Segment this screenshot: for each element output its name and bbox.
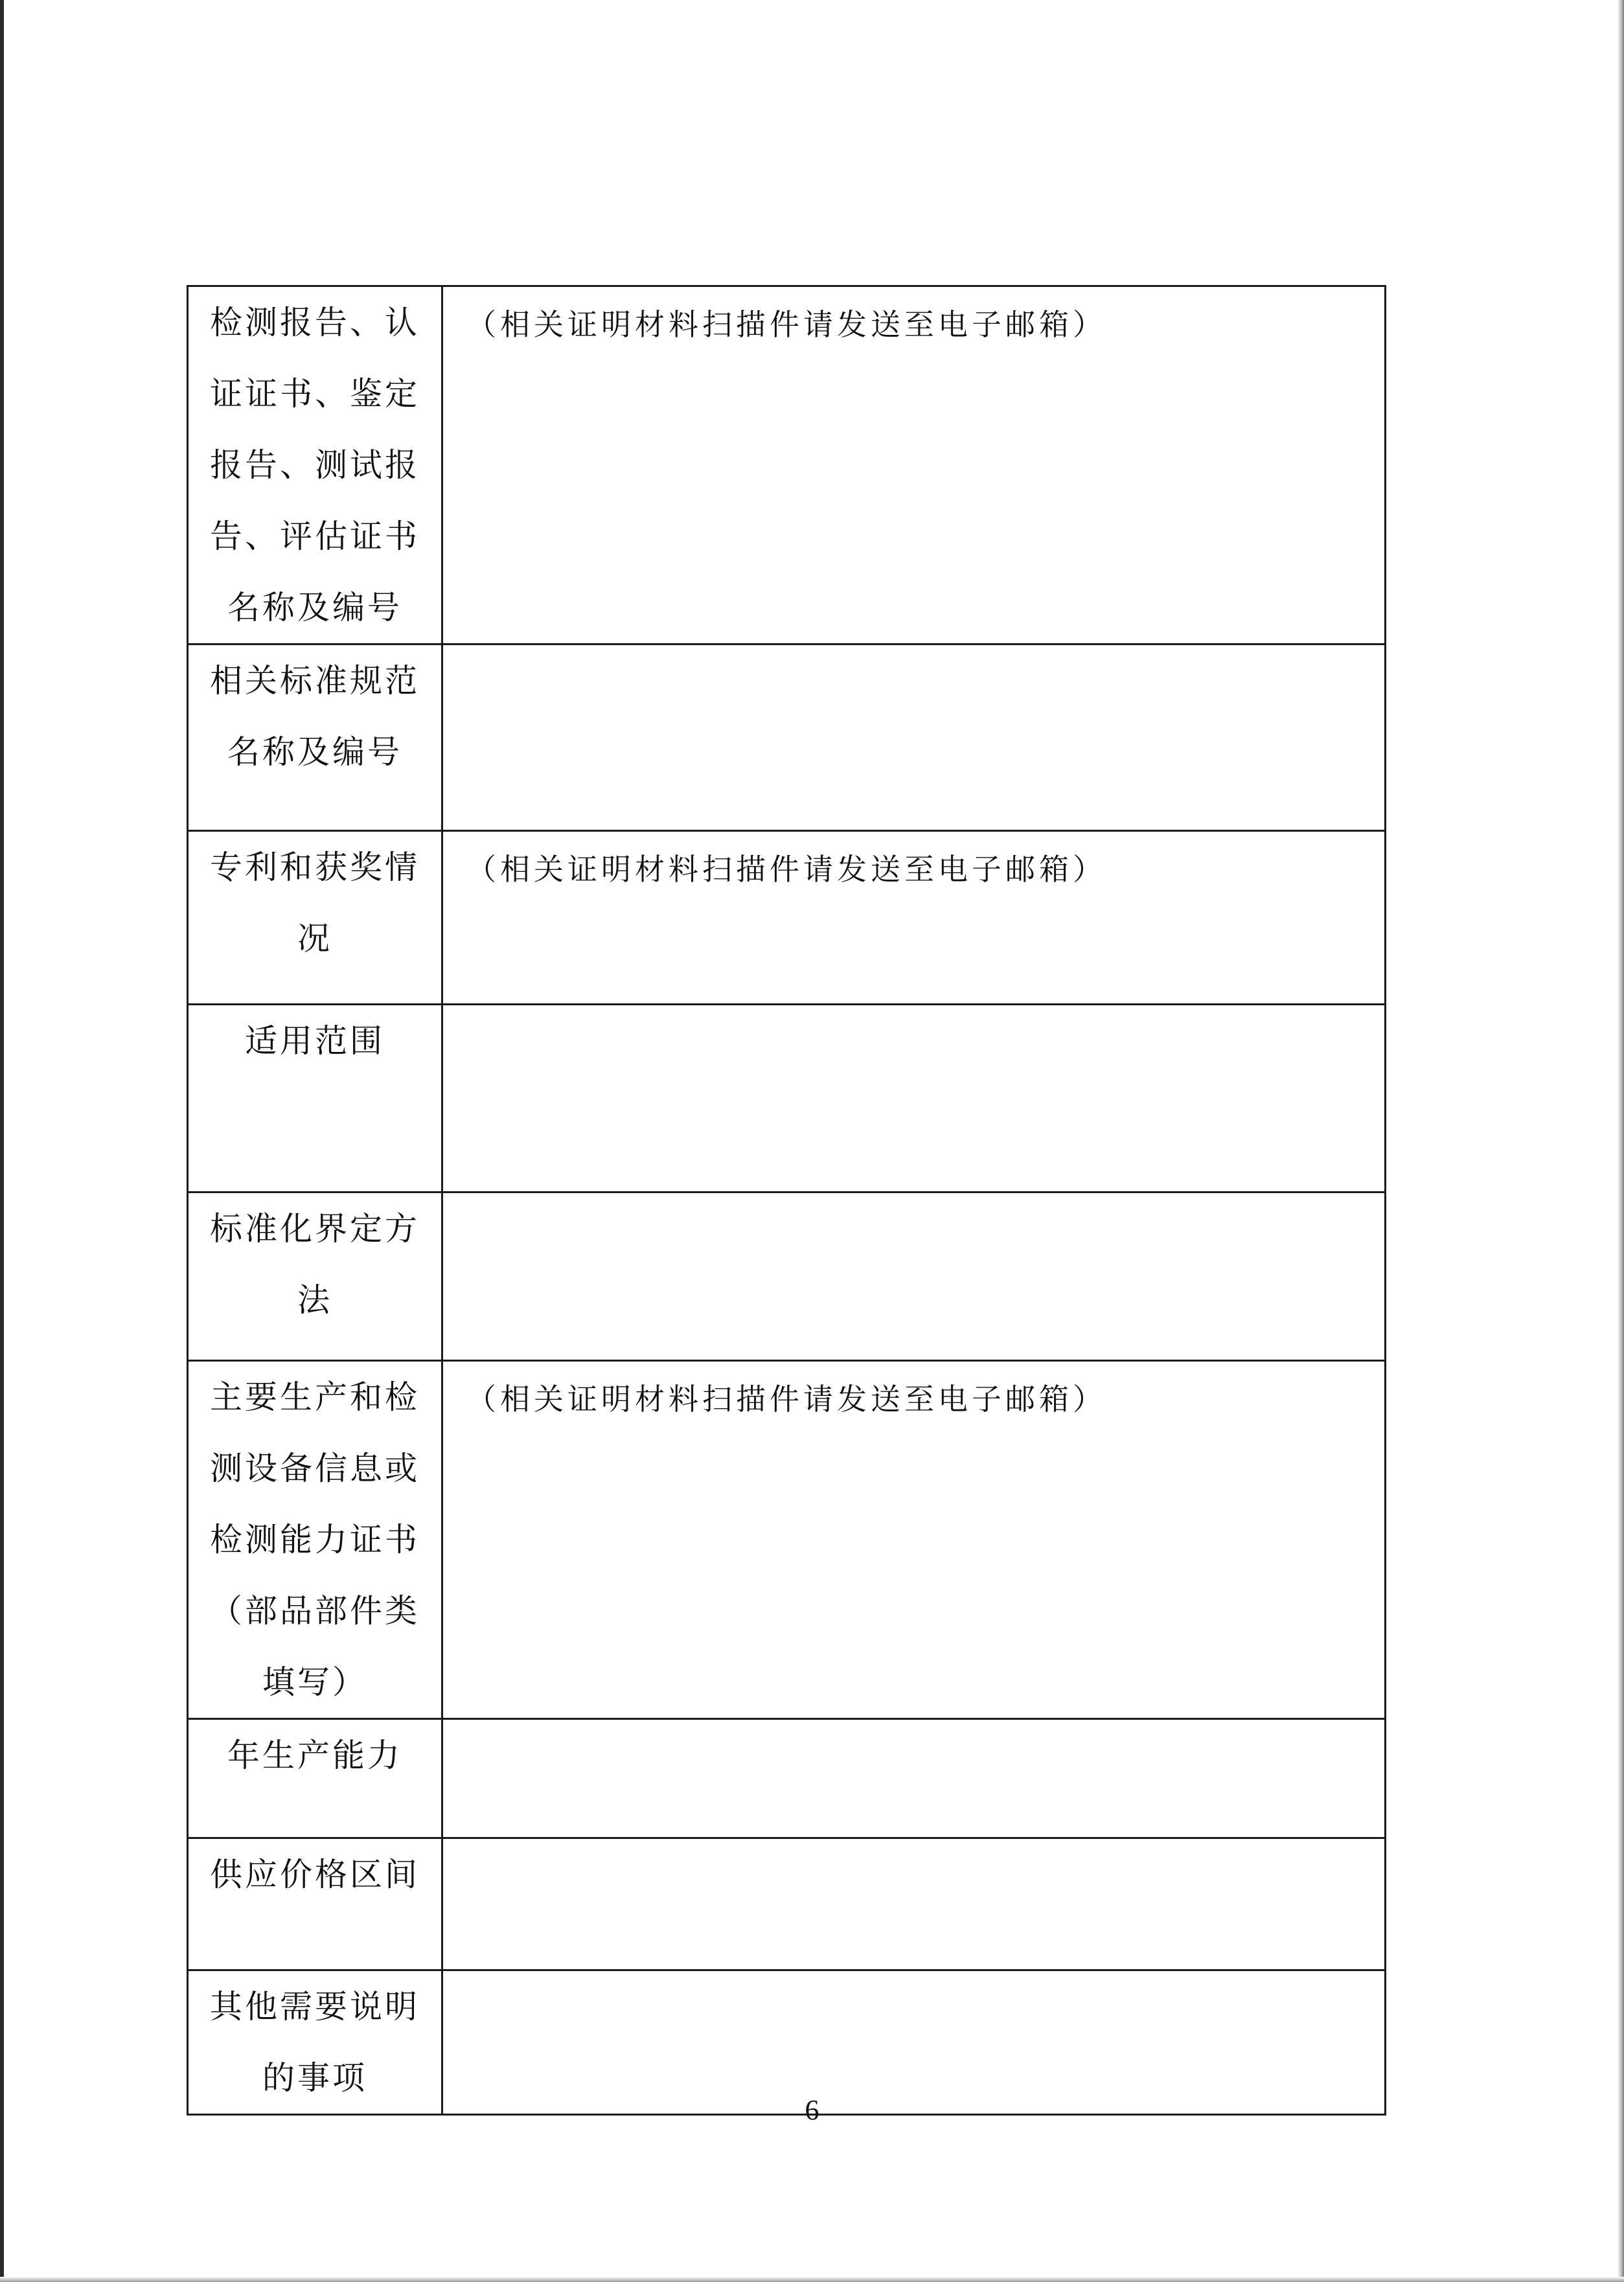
- row-label-cell: [188, 645, 442, 831]
- row-label: 专利和获奖情况: [210, 849, 420, 957]
- form-row-scope: [188, 1005, 1386, 1192]
- info-form-table: [187, 285, 1386, 2116]
- row-label-cell: [188, 1719, 442, 1838]
- row-input-cell[interactable]: [442, 286, 1386, 645]
- row-label: 年生产能力: [227, 1737, 402, 1774]
- row-label: 检测报告、认证证书、鉴定报告、测试报告、评估证书名称及编号: [210, 304, 420, 626]
- row-note: （相关证明材料扫描件请发送至电子邮箱）: [466, 1382, 1106, 1417]
- row-input-cell[interactable]: [442, 645, 1386, 831]
- scan-edge-left: [0, 0, 4, 2282]
- row-label: 相关标准规范名称及编号: [210, 662, 420, 771]
- row-label-cell: [188, 831, 442, 1005]
- page-number: 6: [805, 2094, 819, 2126]
- row-label-cell: [188, 1192, 442, 1361]
- form-row-standardization-method: [188, 1192, 1386, 1361]
- row-label: 供应价格区间: [210, 1856, 420, 1893]
- form-row-equipment: [188, 1361, 1386, 1719]
- row-input-cell[interactable]: [442, 1719, 1386, 1838]
- row-label: 主要生产和检测设备信息或检测能力证书（部品部件类填写）: [210, 1378, 420, 1701]
- row-input-cell[interactable]: [442, 831, 1386, 1005]
- scan-edge-right: [1618, 0, 1624, 2282]
- row-label-cell: [188, 1361, 442, 1719]
- row-label-cell: [188, 1838, 442, 1970]
- scan-edge-bottom: [0, 2277, 1624, 2282]
- form-row-annual-capacity: [188, 1719, 1386, 1838]
- row-label: 其他需要说明的事项: [210, 1988, 420, 2097]
- form-row-test-reports: [188, 286, 1386, 645]
- row-label: 适用范围: [245, 1022, 385, 1060]
- row-input-cell[interactable]: [442, 1192, 1386, 1361]
- row-note: （相关证明材料扫描件请发送至电子邮箱）: [466, 307, 1106, 342]
- row-label-cell: [188, 1005, 442, 1192]
- form-row-price-range: [188, 1838, 1386, 1970]
- row-note: （相关证明材料扫描件请发送至电子邮箱）: [466, 852, 1106, 887]
- form-row-patents-awards: [188, 831, 1386, 1005]
- row-label: 标准化界定方法: [210, 1210, 420, 1319]
- row-label-cell: [188, 286, 442, 645]
- row-input-cell[interactable]: [442, 1361, 1386, 1719]
- row-input-cell[interactable]: [442, 1838, 1386, 1970]
- row-input-cell[interactable]: [442, 1005, 1386, 1192]
- form-row-standards: [188, 645, 1386, 831]
